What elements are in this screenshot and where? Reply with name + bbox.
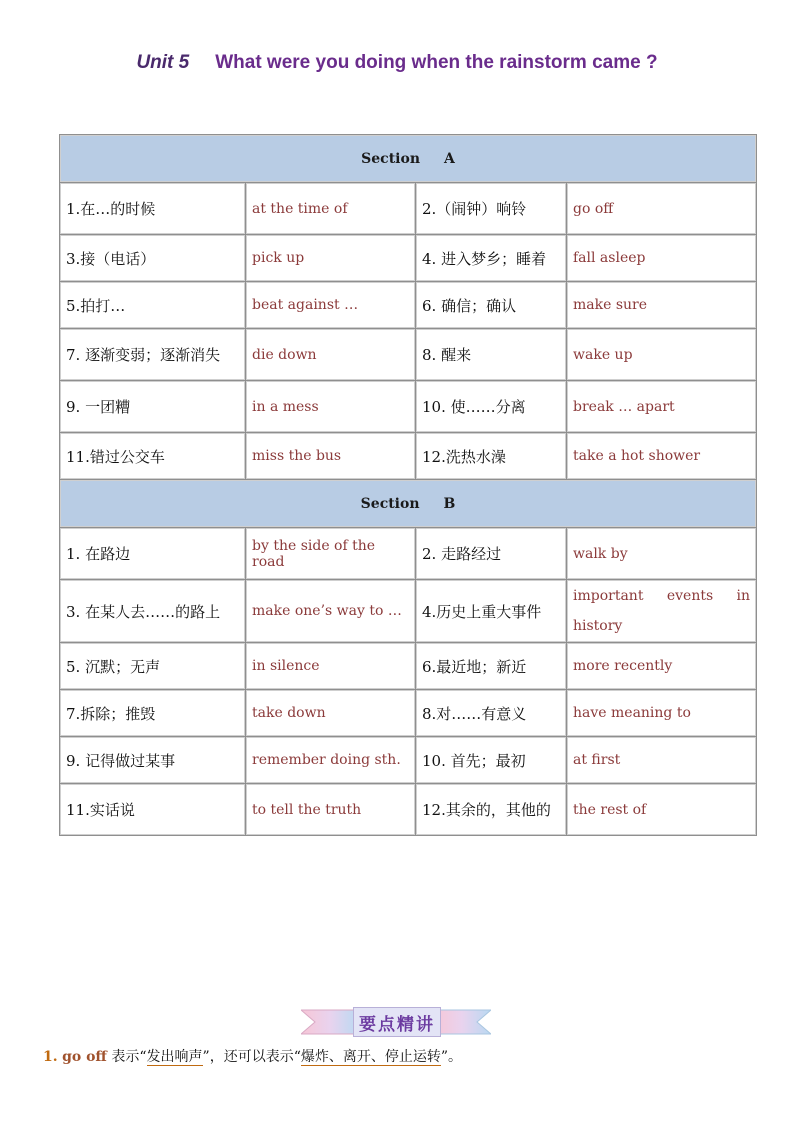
table-row [60,784,757,836]
english-phrase: go off [567,183,757,235]
section-b-header: Section B [60,480,757,528]
page-title [0,52,794,74]
english-phrase: by the side of the road [246,528,416,580]
chinese-term: 3. 在某人去……的路上 [60,580,246,643]
english-phrase: to tell the truth [246,784,416,836]
english-phrase: fall asleep [567,235,757,282]
chinese-term: 12.其余的，其他的 [416,784,567,836]
chinese-term: 7.拆除；推毁 [60,690,246,737]
table-row [60,183,757,235]
chinese-term: 10. 首先；最初 [416,737,567,784]
chinese-term: 1. 在路边 [60,528,246,580]
chinese-term: 2.（闹钟）响铃 [416,183,567,235]
chinese-term: 7. 逐渐变弱；逐渐消失 [60,329,246,381]
english-phrase: walk by [567,528,757,580]
key-points-banner [301,1002,491,1040]
table-row [60,381,757,433]
chinese-term: 2. 走路经过 [416,528,567,580]
chinese-term: 12.洗热水澡 [416,433,567,480]
english-phrase: die down [246,329,416,381]
english-phrase: in a mess [246,381,416,433]
english-phrase: in silence [246,643,416,690]
table-row [60,737,757,784]
section-a-header: Section A [60,135,757,183]
english-phrase: break … apart [567,381,757,433]
english-phrase: the rest of [567,784,757,836]
english-phrase: important events in history [567,580,757,643]
note-keyword: go off [62,1049,107,1065]
english-phrase: more recently [567,643,757,690]
chinese-term: 4.历史上重大事件 [416,580,567,643]
chinese-term: 11.错过公交车 [60,433,246,480]
vocabulary-table [59,134,757,836]
chinese-term: 8.对……有意义 [416,690,567,737]
note-text: 表示“ [106,1049,147,1065]
chinese-term: 9. 记得做过某事 [60,737,246,784]
table-row [60,528,757,580]
chinese-term: 5.拍打… [60,282,246,329]
table-row [60,690,757,737]
note-number: 1. [43,1049,58,1065]
english-phrase: make one’s way to … [246,580,416,643]
english-phrase: at first [567,737,757,784]
table-row [60,580,757,643]
chinese-term: 3.接（电话） [60,235,246,282]
chinese-term: 8. 醒来 [416,329,567,381]
english-phrase: remember doing sth. [246,737,416,784]
note-text: ”，还可以表示“ [202,1049,301,1065]
chinese-term: 9. 一团糟 [60,381,246,433]
chinese-term: 4. 进入梦乡；睡着 [416,235,567,282]
unit-title: What were you doing when the rainstorm came ? [215,52,658,73]
key-point-note [43,1046,462,1066]
banner-label: 要点精讲 [353,1007,441,1037]
unit-label: Unit 5 [136,52,190,73]
english-phrase: take a hot shower [567,433,757,480]
english-phrase: beat against … [246,282,416,329]
note-underline: 发出响声 [146,1049,203,1065]
english-phrase: take down [246,690,416,737]
table-row [60,643,757,690]
english-phrase: pick up [246,235,416,282]
note-text: ”。 [440,1049,463,1065]
table-row [60,235,757,282]
table-row [60,433,757,480]
english-phrase: at the time of [246,183,416,235]
chinese-term: 6. 确信；确认 [416,282,567,329]
chinese-term: 5. 沉默；无声 [60,643,246,690]
chinese-term: 6.最近地；新近 [416,643,567,690]
chinese-term: 11.实话说 [60,784,246,836]
chinese-term: 1.在…的时候 [60,183,246,235]
english-phrase: miss the bus [246,433,416,480]
english-phrase: wake up [567,329,757,381]
note-underline: 爆炸、离开、停止运转 [300,1049,441,1065]
table-row [60,329,757,381]
english-phrase: make sure [567,282,757,329]
chinese-term: 10. 使……分离 [416,381,567,433]
english-phrase: have meaning to [567,690,757,737]
table-row [60,282,757,329]
